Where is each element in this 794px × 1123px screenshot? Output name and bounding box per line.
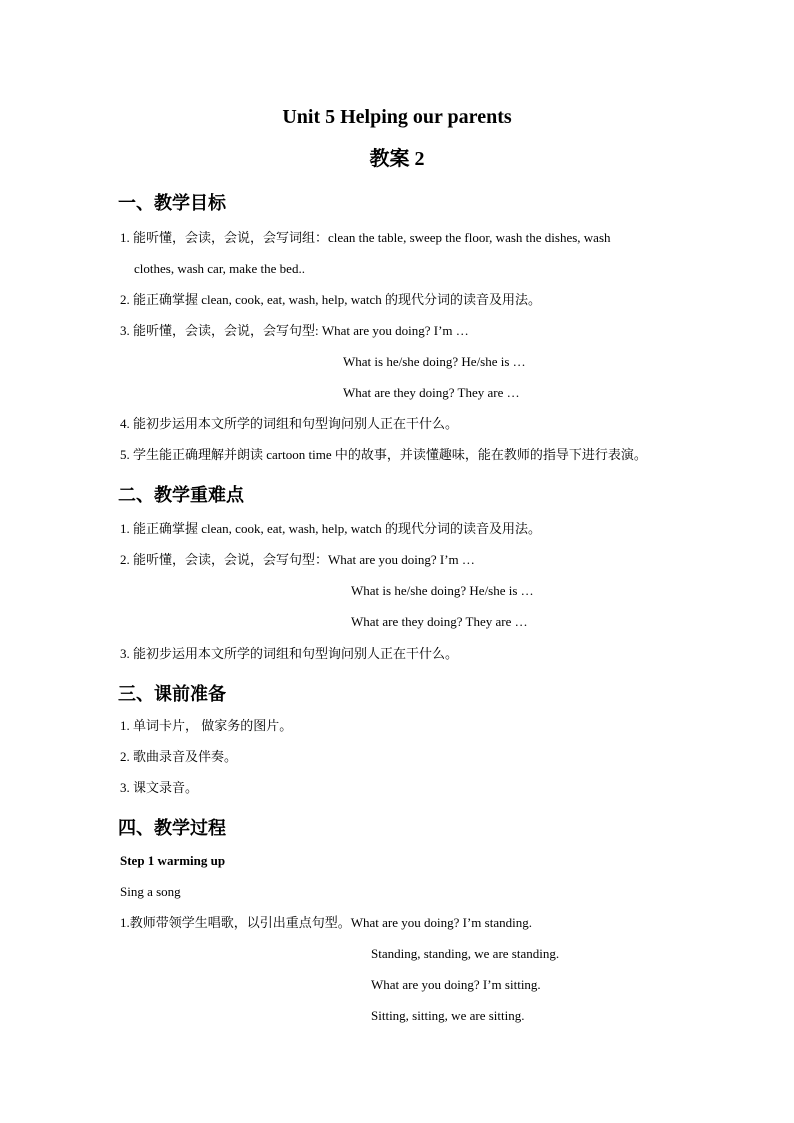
objective-3-pattern-3: What are they doing? They are … [343, 385, 520, 400]
objective-1: 1. 能听懂，会读，会说，会写词组：clean the table, sweep the floor, wash the dishes, wash [120, 230, 611, 245]
section-heading-preparation: 三、课前准备 [118, 684, 226, 704]
section-heading-key-points: 二、教学重难点 [118, 485, 244, 505]
procedure-line-1: 1.教师带领学生唱歌，以引出重点句型。What are you doing? I’m standing. [120, 915, 532, 930]
section-heading-objectives: 一、教学目标 [118, 193, 226, 213]
objective-3: 3. 能听懂，会读，会说，会写句型: What are you doing? I’m … [120, 323, 469, 338]
step-1-heading: Step 1 warming up [120, 853, 226, 868]
song-lyric-2: What are you doing? I’m sitting. [371, 977, 541, 992]
key-point-2-pattern-3: What are they doing? They are … [351, 614, 528, 629]
document-subtitle: 教案 2 [369, 148, 425, 170]
song-lyric-1: Standing, standing, we are standing. [371, 946, 560, 961]
sing-a-song: Sing a song [120, 884, 181, 899]
key-point-3: 3. 能初步运用本文所学的词组和句型询问别人正在干什么。 [120, 646, 459, 661]
objective-3-pattern-2: What is he/she doing? He/she is … [343, 354, 526, 369]
objective-2: 2. 能正确掌握 clean, cook, eat, wash, help, watch 的现代分词的读音及用法。 [120, 292, 541, 307]
song-lyric-3: Sitting, sitting, we are sitting. [371, 1008, 525, 1023]
key-point-2: 2. 能听懂，会读，会说，会写句型：What are you doing? I’m … [120, 552, 475, 567]
section-heading-procedure: 四、教学过程 [118, 818, 226, 838]
key-point-1: 1. 能正确掌握 clean, cook, eat, wash, help, watch 的现代分词的读音及用法。 [120, 521, 541, 536]
key-point-2-pattern-2: What is he/she doing? He/she is … [351, 583, 534, 598]
preparation-1: 1. 单词卡片， 做家务的图片。 [120, 718, 293, 733]
preparation-3: 3. 课文录音。 [120, 780, 199, 795]
objective-4: 4. 能初步运用本文所学的词组和句型询问别人正在干什么。 [120, 416, 459, 431]
preparation-2: 2. 歌曲录音及伴奏。 [120, 749, 238, 764]
objective-5: 5. 学生能正确理解并朗读 cartoon time 中的故事，并读懂趣味，能在教师的指导下进行表演。 [120, 447, 647, 462]
document-title: Unit 5 Helping our parents [282, 106, 512, 128]
objective-1-continued: clothes, wash car, make the bed.. [134, 261, 305, 276]
